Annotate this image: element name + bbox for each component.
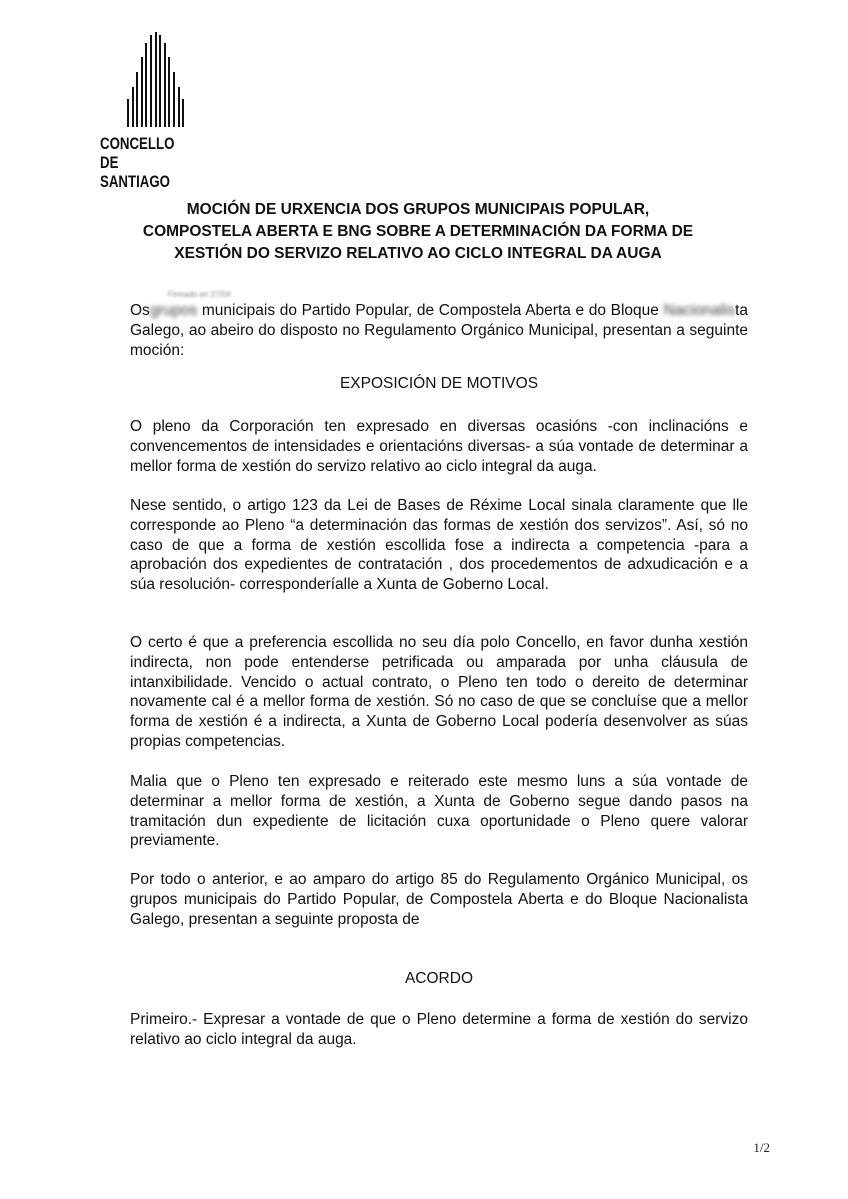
- paragraph-text: O certo é que a preferencia escollida no seu día polo Concello, en favor dunha xestión indirecta, non pode entenderse petrificada ou amparada por unha cláusula de intanxibilidade. Vencido o actual contrato, o Pleno ten todo o dereito de determinar novamente cal é a mellor forma de xestión. Só no caso de que se concluíse que a mellor forma de xestión é a indirecta, a Xunta de Goberno Local podería desenvolver as súas propias competencias.: [130, 634, 748, 750]
- logo-bar: [127, 99, 129, 127]
- paragraph-4: [130, 772, 748, 851]
- logo-bar: [155, 32, 157, 127]
- paragraph-2: [130, 496, 748, 595]
- paragraph-text: O pleno da Corporación ten expresado en diversas ocasións -con inclinacións e convencementos de intensidades e orientacións diversas- a súa vontade de determinar a mellor forma de xestión do servizo relativo ao ciclo integral da auga.: [130, 418, 748, 475]
- logo-emblem-icon: [115, 32, 205, 127]
- logo-line2: SANTIAGO: [100, 172, 170, 191]
- logo-bar: [150, 35, 152, 127]
- logo-text: [100, 134, 186, 191]
- document-title: [118, 199, 718, 265]
- title-line3: XESTIÓN DO SERVIZO RELATIVO AO CICLO INTEGRAL DA AUGA: [174, 245, 662, 262]
- concello-logo: [100, 32, 200, 191]
- section-heading-motivos: EXPOSICIÓN DE MOTIVOS: [339, 375, 539, 392]
- logo-bar: [145, 43, 147, 127]
- intro-part3: ta Galego, ao abeiro do disposto no Regulamento Orgánico Municipal, presentan a seguinte moción:: [130, 302, 748, 359]
- logo-bar: [141, 57, 143, 127]
- intro-paragraph: [130, 301, 748, 360]
- redacted-text-1: grupos: [149, 302, 198, 319]
- page-number: 1/2: [753, 1140, 770, 1155]
- logo-bar: [182, 99, 184, 127]
- logo-line1: CONCELLO DE: [100, 134, 175, 172]
- paragraph-text: Por todo o anterior, e ao amparo do artigo 85 do Regulamento Orgánico Municipal, os grupos municipais do Partido Popular, de Compostela Aberta e do Bloque Nacionalista Galego, presentan a seguinte proposta de: [130, 871, 748, 928]
- agreement-paragraph: [130, 1010, 748, 1050]
- logo-bar: [168, 57, 170, 127]
- paragraph-text: Malia que o Pleno ten expresado e reiterado este mesmo luns a súa vontade de determinar a mellor forma de xestión, a Xunta de Goberno segue dando pasos na tramitación dun expediente de licitación cuxa oportunidade o Pleno quere valorar previamente.: [130, 773, 748, 850]
- paragraph-1: [130, 417, 748, 476]
- intro-part1: Os: [130, 302, 150, 319]
- paragraph-3: [130, 633, 748, 752]
- logo-bar: [132, 87, 134, 127]
- logo-bar: [159, 35, 161, 127]
- section-heading-acordo: ACORDO: [404, 970, 474, 987]
- logo-bar: [136, 72, 138, 127]
- paragraph-5: [130, 870, 748, 929]
- signature-stamp: Firmado en 27/04: [168, 290, 231, 299]
- redacted-text-2: Nacionalis: [663, 302, 736, 319]
- logo-bar: [178, 87, 180, 127]
- title-line2: COMPOSTELA ABERTA E BNG SOBRE A DETERMINACIÓN DA FORMA DE: [142, 223, 694, 240]
- title-line1: MOCIÓN DE URXENCIA DOS GRUPOS MUNICIPAIS POPULAR,: [186, 201, 650, 218]
- intro-part2: municipais do Partido Popular, de Compostela Aberta e do Bloque: [201, 302, 659, 319]
- logo-bar: [173, 72, 175, 127]
- agreement-text: Primeiro.- Expresar a vontade de que o Pleno determine a forma de xestión do servizo relativo ao ciclo integral da auga.: [130, 1011, 748, 1048]
- logo-bar: [164, 43, 166, 127]
- paragraph-text: Nese sentido, o artigo 123 da Lei de Bases de Réxime Local sinala claramente que lle corresponde ao Pleno “a determinación das formas de xestión dos servizos”. Así, só no caso de que a forma de xestión escollida fose a indirecta a competencia -para a aprobación dos expedientes de contratación , dos procedementos de adxudicación e a súa resolución- corresponderíalle a Xunta de Goberno Local.: [130, 497, 748, 594]
